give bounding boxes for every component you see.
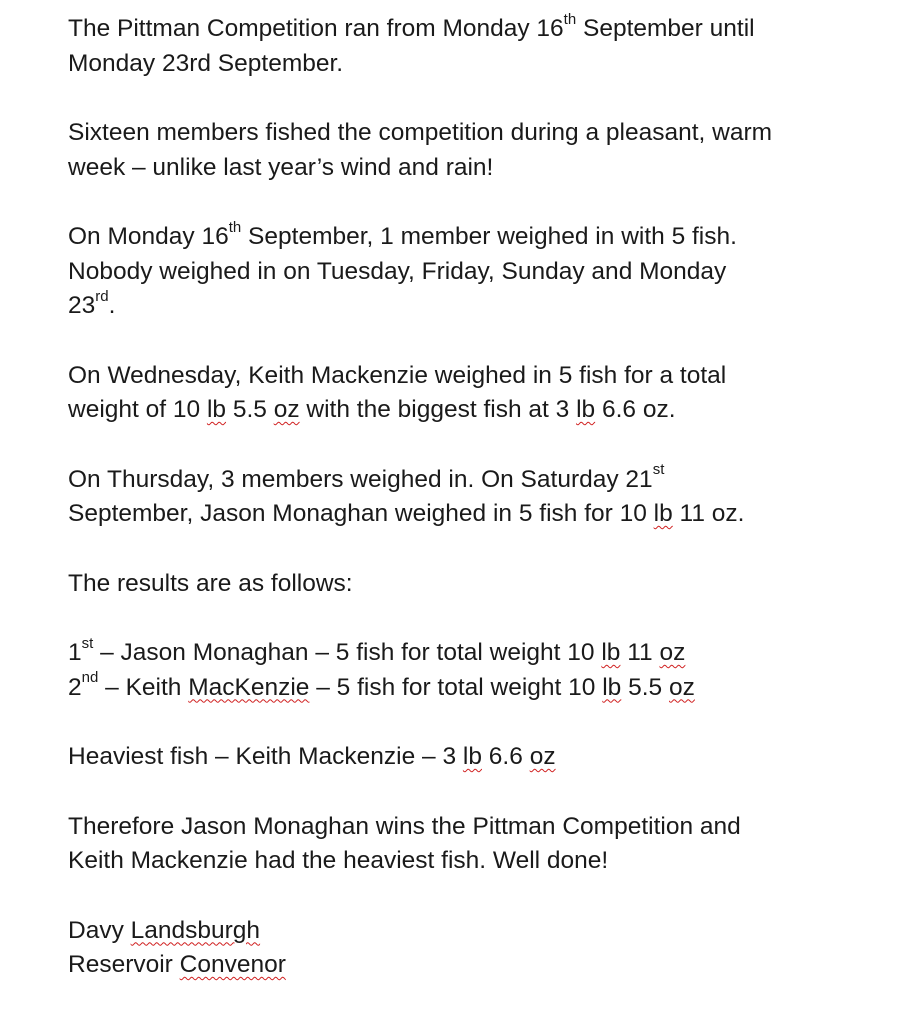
spellcheck-word: lb <box>206 396 227 423</box>
text-run: On Monday 16 <box>68 223 229 250</box>
text-run: 11 <box>620 639 660 666</box>
paragraph-wednesday <box>68 359 898 428</box>
text-line: Keith Mackenzie had the heaviest fish. Well done! <box>68 847 609 874</box>
paragraph-dates <box>68 12 898 81</box>
text-run: September, 1 member weighed in with 5 fish. <box>241 223 737 250</box>
superscript: th <box>563 10 577 28</box>
paragraph-conclusion <box>68 810 898 879</box>
spellcheck-word: MacKenzie <box>188 673 310 701</box>
superscript: st <box>652 461 665 479</box>
text-line <box>68 740 898 775</box>
text-run: 5.5 <box>621 673 669 701</box>
spellcheck-word: lb <box>653 500 673 527</box>
spellcheck-word: oz <box>659 639 686 666</box>
text-run: 6.6 oz. <box>595 396 676 423</box>
text-run: September, Jason Monaghan weighed in 5 fish for 10 <box>68 500 654 527</box>
text-run: The Pittman Competition ran from Monday 16 <box>68 15 564 42</box>
result-second <box>68 671 898 706</box>
text-line <box>68 463 898 498</box>
text-line <box>68 393 898 428</box>
text-run: . <box>108 292 116 319</box>
superscript: rd <box>95 287 109 305</box>
spellcheck-word: lb <box>602 673 622 701</box>
text-run: Reservoir <box>68 951 180 978</box>
document-page <box>68 12 898 983</box>
text-run: 5.5 <box>226 396 274 423</box>
result-first <box>68 636 898 671</box>
signature-block <box>68 914 898 983</box>
text-run: with the biggest fish at 3 <box>299 396 577 423</box>
spellcheck-word: Landsburgh <box>130 916 261 944</box>
superscript: nd <box>81 669 99 687</box>
spellcheck-word: lb <box>576 396 596 423</box>
text-run: Davy <box>68 916 131 944</box>
text-run: – Jason Monaghan – 5 fish for total weight 10 <box>93 639 602 666</box>
position-number: 2 <box>68 673 82 701</box>
text-run: 6.6 <box>482 743 530 770</box>
text-line <box>68 12 898 47</box>
text-run: – 5 fish for total weight 10 <box>309 673 603 701</box>
spellcheck-word: lb <box>601 639 621 666</box>
text-run: weight of 10 <box>68 396 207 423</box>
text-line <box>68 220 898 255</box>
spellcheck-word: oz <box>273 396 300 423</box>
text-line: The results are as follows: <box>68 569 353 597</box>
text-line: Sixteen members fished the competition during a pleasant, warm <box>68 119 773 146</box>
results-list <box>68 636 898 705</box>
text-line <box>68 289 898 324</box>
paragraph-heaviest <box>68 740 898 775</box>
text-line: Monday 23rd September. <box>68 49 344 77</box>
paragraph-weather <box>68 116 898 185</box>
text-line: week – unlike last year’s wind and rain! <box>68 153 494 181</box>
paragraph-results-intro <box>68 567 898 602</box>
spellcheck-word: oz <box>669 673 695 701</box>
paragraph-thursday-saturday <box>68 463 898 532</box>
text-run: – Keith <box>98 673 189 701</box>
text-line: Nobody weighed in on Tuesday, Friday, Sunday and Monday <box>68 257 727 285</box>
superscript: st <box>81 634 94 652</box>
spellcheck-word: lb <box>462 743 482 770</box>
position-number: 1 <box>68 639 82 666</box>
signature-title <box>68 948 898 983</box>
superscript: th <box>228 218 242 236</box>
text-run: 11 oz. <box>672 500 745 527</box>
text-run: On Thursday, 3 members weighed in. On Saturday 21 <box>68 465 653 493</box>
spellcheck-word: Convenor <box>179 951 286 978</box>
spellcheck-word: oz <box>529 743 556 770</box>
text-run: 23 <box>68 292 96 319</box>
paragraph-monday <box>68 220 898 324</box>
text-run: September until <box>576 15 755 42</box>
text-line <box>68 497 898 532</box>
text-line: Therefore Jason Monaghan wins the Pittman Competition and <box>68 812 741 840</box>
signature-name <box>68 914 898 949</box>
text-run: Heaviest fish – Keith Mackenzie – 3 <box>68 743 463 770</box>
text-line: On Wednesday, Keith Mackenzie weighed in 5 fish for a total <box>68 361 727 389</box>
